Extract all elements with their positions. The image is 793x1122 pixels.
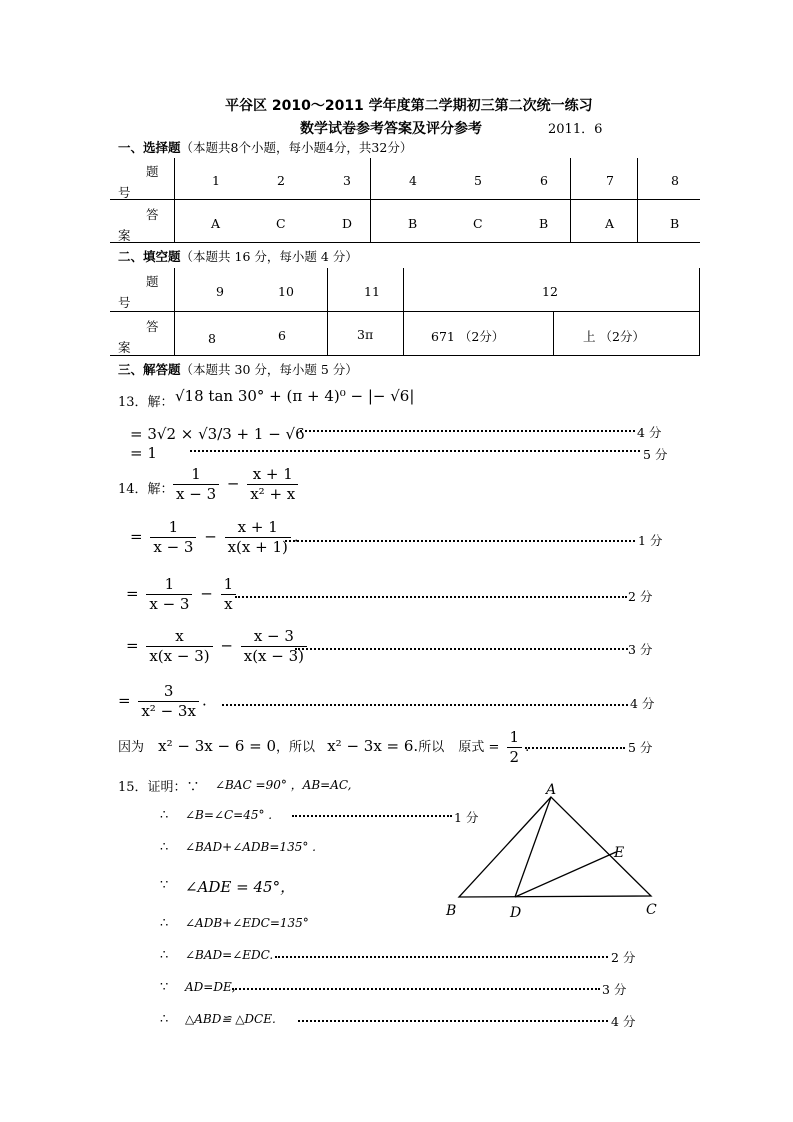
q14-leader-5 <box>525 747 625 749</box>
label-e: E <box>614 845 625 861</box>
q15-line5: ∠BAD=∠EDC. <box>185 948 274 962</box>
s1-label-da: 答 <box>146 207 159 222</box>
because-symbol: ∵ <box>160 980 169 995</box>
s1-ans: D <box>342 216 353 231</box>
s1-ans: C <box>276 216 286 231</box>
q13-label: 13．解： <box>118 395 174 410</box>
q14-score-5: 5 分 <box>628 740 653 755</box>
q14-label: 14．解： <box>118 482 174 497</box>
s1-ans: B <box>408 216 418 231</box>
q14-step4: = $\frac{3}{\text{x² − 3x}}$ . <box>118 682 207 720</box>
q15-leader-1 <box>292 815 452 817</box>
s2-ans: 671 （2分） <box>431 329 505 344</box>
therefore-symbol: ∴ <box>160 916 169 931</box>
q15-leader-7 <box>298 1020 608 1022</box>
q14-leader-3 <box>295 648 628 650</box>
q14-score-3: 3 分 <box>628 642 653 657</box>
s1-label-an: 案 <box>118 228 131 243</box>
q14-score-1: 1 分 <box>638 533 663 548</box>
q15-line0: ∠BAC =90° ，AB=AC, <box>215 778 352 792</box>
q14-expr0: $\frac{1}{x - 3}$ − $\frac{x + 1}{\text{x² + x}}$ <box>170 465 301 504</box>
section3-heading: 三、解答题（本题共 30 分，每小题 5 分） <box>118 362 358 377</box>
page-title: 平谷区 2010～2011 学年度第二学期初三第二次统一练习 <box>225 98 593 114</box>
s1-num: 5 <box>474 173 482 188</box>
s1-num: 7 <box>606 173 614 188</box>
section2-heading: 二、填空题（本题共 16 分，每小题 4 分） <box>118 249 358 264</box>
q15-leader-5 <box>275 956 608 958</box>
q13-step2: = 1 <box>130 444 157 462</box>
q15-line7: △ABD≌ △DCE. <box>185 1012 276 1026</box>
s2-ans: 8 <box>208 331 216 346</box>
s1-ans: A <box>605 216 615 231</box>
q13-leader-1 <box>300 430 635 432</box>
q15-score-5: 2 分 <box>611 950 636 965</box>
q14-leader-4 <box>222 704 628 706</box>
q15-score-1: 1 分 <box>454 810 479 825</box>
s1-num: 8 <box>671 173 679 188</box>
q13-score-2: 5 分 <box>643 447 668 462</box>
s2-ans: 3π <box>357 327 374 342</box>
q15-score-6: 3 分 <box>602 982 627 997</box>
s1-ans: A <box>211 216 221 231</box>
q13-step1: = 3√2 × √3/3 + 1 − √6 <box>130 425 305 443</box>
s1-ans: B <box>670 216 680 231</box>
s2-label-da: 答 <box>146 319 159 334</box>
q15-label: 15．证明：∵ <box>118 780 200 795</box>
q14-score-2: 2 分 <box>628 589 653 604</box>
q14-leader-1 <box>285 540 635 542</box>
q13-score-1: 4 分 <box>637 425 662 440</box>
segment-ad <box>515 797 551 897</box>
because-symbol: ∵ <box>160 878 169 893</box>
s2-num: 11 <box>364 284 380 299</box>
s1-label-ti: 题 <box>146 164 159 179</box>
s2-label-ti: 题 <box>146 274 159 289</box>
q14-leader-2 <box>235 596 627 598</box>
s2-ans: 上 （2分） <box>583 329 645 344</box>
q15-line6: AD=DE, <box>185 980 236 994</box>
s1-num: 1 <box>212 173 220 188</box>
s2-num: 10 <box>278 284 294 299</box>
q14-final: 因为 x² − 3x − 6 = 0，所以 x² − 3x = 6.所以 原式 = $\frac{1}{2}$ . <box>118 728 530 766</box>
s1-label-hao: 号 <box>118 185 131 200</box>
label-a: A <box>546 782 557 798</box>
therefore-symbol: ∴ <box>160 948 169 963</box>
exam-date: 2011．6 <box>548 122 603 137</box>
q13-leader-2 <box>190 450 640 452</box>
q13-expr: √18 tan 30° + (π + 4)⁰ − |− √6| <box>175 387 415 405</box>
therefore-symbol: ∴ <box>160 1012 169 1027</box>
q15-score-7: 4 分 <box>611 1014 636 1029</box>
q15-line2: ∠BAD+∠ADB=135° . <box>185 840 316 854</box>
q14-step2: = $\frac{1}{x - 3}$ − $\frac{1}{x}$ <box>126 575 239 614</box>
label-c: C <box>646 902 657 918</box>
segment-de <box>515 852 616 897</box>
s1-num: 2 <box>277 173 285 188</box>
s2-num: 9 <box>216 284 224 299</box>
section1-heading: 一、选择题（本题共8个小题，每小题4分，共32分） <box>118 140 413 155</box>
s2-num: 12 <box>542 284 558 299</box>
therefore-symbol: ∴ <box>160 840 169 855</box>
s2-ans: 6 <box>278 328 286 343</box>
s2-label-hao: 号 <box>118 295 131 310</box>
s1-ans: C <box>473 216 483 231</box>
q14-score-4: 4 分 <box>630 696 655 711</box>
s2-label-an: 案 <box>118 340 131 355</box>
q15-line3: ∠ADE = 45°， <box>185 878 296 896</box>
s1-num: 4 <box>409 173 417 188</box>
s1-ans: B <box>539 216 549 231</box>
page-subtitle: 数学试卷参考答案及评分参考 <box>300 121 482 137</box>
q15-leader-6 <box>232 988 600 990</box>
q14-step1: = $\frac{1}{x - 3}$ − $\frac{x + 1}{x(x + 1)}$ . <box>130 518 299 556</box>
s1-num: 6 <box>540 173 548 188</box>
q14-step3: = $\frac{x}{x(x - 3)}$ − $\frac{x - 3}{x(x - 3)}$ <box>126 627 310 666</box>
triangle-figure <box>440 778 670 923</box>
label-d: D <box>510 905 522 921</box>
s1-num: 3 <box>343 173 351 188</box>
q15-line4: ∠ADB+∠EDC=135° <box>185 916 309 930</box>
q15-line1: ∠B=∠C=45° . <box>185 808 273 822</box>
label-b: B <box>446 903 457 919</box>
therefore-symbol: ∴ <box>160 808 169 823</box>
